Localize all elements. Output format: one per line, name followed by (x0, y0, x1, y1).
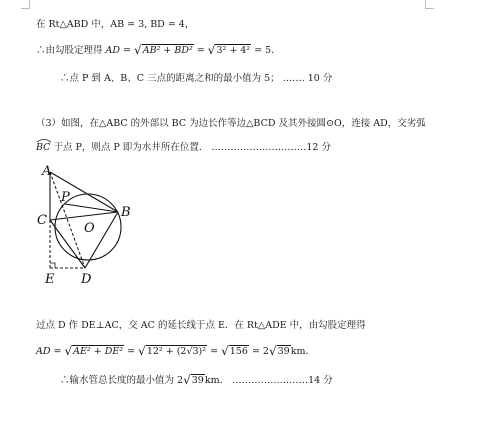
line2-prefix: ∴由勾股定理得 (36, 45, 103, 56)
line5-text: 于点 P，则点 P 即为水井所在位置． (53, 142, 209, 153)
segment-cd (50, 220, 85, 268)
segment-pb (65, 204, 118, 212)
line2-ad: AD = (105, 45, 132, 56)
line2-eq: = (196, 45, 205, 56)
text-line-4: （3）如图，在△ABC 的外部以 BC 为边长作等边△BCD 及其外接圆⊙O，连接 AD，交劣弧 (36, 118, 426, 129)
sqrt-ae-de: √AE² + DE² (64, 344, 124, 358)
arc-bc: BC (36, 142, 50, 153)
sqrt-12-2r3: √12² + (2√3)² (138, 344, 207, 358)
sqrt-39-final: √39 (183, 373, 204, 387)
line7-unit: km． (290, 346, 315, 357)
text-line-2 (36, 42, 281, 56)
label-o: O (84, 221, 95, 236)
line7-eq2: = (210, 346, 219, 357)
line8-score: ……………………14 分 (232, 375, 333, 386)
segment-cb (50, 212, 118, 220)
label-p: P (61, 190, 70, 205)
sqrt-3-4: √3² + 4² (207, 43, 251, 57)
text-line-5 (36, 139, 331, 153)
line2-tail: = 5． (254, 45, 281, 56)
right-angle-mark (50, 263, 55, 268)
label-a: A (42, 164, 52, 179)
line7-eq3: = 2 (251, 346, 269, 357)
line3-text: ∴点 P 到 A、B、C 三点的距离之和的最小值为 5； (60, 73, 280, 84)
geometry-figure (36, 163, 146, 288)
sqrt-ab-bd: √AB² + BD² (134, 43, 193, 57)
line8-prefix: ∴输水管总长度的最小值为 2 (60, 375, 184, 386)
corner-mark-right-h (425, 8, 434, 9)
corner-mark-left-h (21, 8, 30, 9)
line7-ad: AD = (36, 346, 62, 357)
sqrt-156: √156 (221, 344, 248, 358)
line7-eq1: = (127, 346, 136, 357)
line3-score: ……. 10 分 (282, 73, 333, 84)
text-line-6: 过点 D 作 DE⊥AC，交 AC 的延长线于点 E．在 Rt△ADE 中，由勾股定理得 (36, 320, 366, 331)
line5-score: …………………………12 分 (211, 142, 331, 153)
text-line-7 (36, 343, 315, 357)
text-line-8 (60, 372, 333, 386)
text-line-1: 在 Rt△ABD 中，AB = 3, BD = 4， (36, 19, 195, 30)
text-line-3 (60, 70, 332, 84)
label-d: D (81, 272, 92, 287)
label-c: C (37, 213, 47, 228)
line8-unit: km． (204, 375, 230, 386)
arc-mark-icon (36, 138, 52, 143)
label-b: B (121, 205, 131, 220)
sqrt-39: √39 (268, 344, 290, 358)
label-e: E (45, 272, 55, 287)
